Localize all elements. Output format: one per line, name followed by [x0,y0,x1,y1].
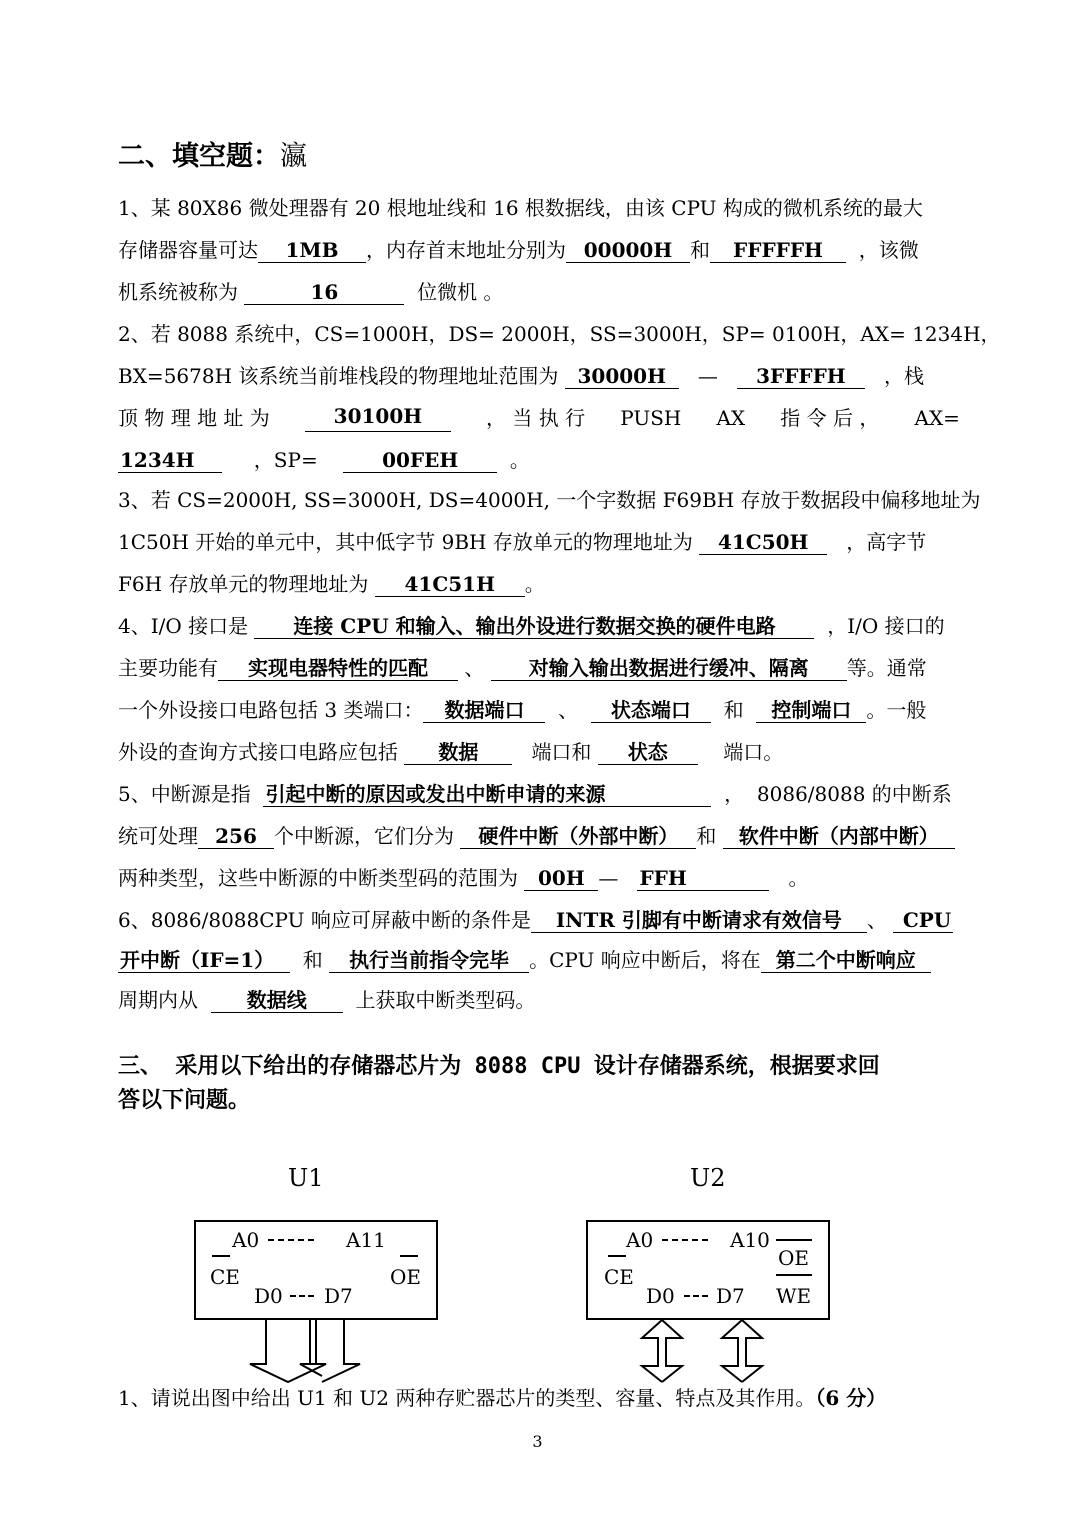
u1-oe-overbar [400,1255,418,1257]
q3-line2 [118,528,960,556]
text: AX [716,406,746,430]
text: 。 [509,448,530,472]
answer-query-port-1: 数据 [404,740,512,765]
text: 。CPU 响应中断后，将在 [529,948,761,972]
u2-address-range-dash [662,1239,708,1241]
section-3-line1: 三、 采用以下给出的存储器芯片为 8088 CPU 设计存储器系统，根据要求回 [118,1054,880,1079]
answer-software-interrupt: 软件中断（内部中断） [723,824,955,849]
text: ，高字节 [846,530,927,554]
q3-line3 [118,570,960,598]
text: 两种类型，这些中断源的中断类型码的范围为 [118,866,518,890]
q6-line2 [118,946,960,974]
q4-line4 [118,738,960,766]
section-3-title [118,1050,968,1118]
text: ，SP= [253,448,318,472]
text: 和 [302,948,323,972]
answer-hardware-interrupt: 硬件中断（外部中断） [460,824,696,849]
u1-title: U1 [288,1164,324,1192]
u1-pin-ce: CE [210,1265,240,1289]
answer-first-address: 00000H [566,238,690,263]
answer-response-cycle: 第二个中断响应 [761,948,931,973]
answer-high-byte-address: 41C51H [375,572,525,597]
text: 。 [788,866,809,890]
text: 机系统被称为 [118,280,238,304]
text: ， [724,782,745,806]
text: 一个外设接口电路包括 3 类端口： [118,698,424,722]
text: — [697,364,718,388]
q1-line1: 1、某 80X86 微处理器有 20 根地址线和 16 根数据线，由该 CPU 构成的微机系统的最大 [118,196,923,220]
text: AX= [914,406,960,430]
text: 外设的查询方式接口电路应包括 [118,740,398,764]
text: ，内存首末地址分别为 [366,238,566,262]
answer-type-code-high: FFH [637,866,769,891]
text: 端口。 [723,740,784,764]
text: — [598,866,619,890]
text: 。 [524,572,545,596]
answer-port-2: 状态端口 [591,698,711,723]
u2-pin-a10: A10 [730,1228,770,1252]
text: PUSH [620,406,682,430]
answer-capacity: 1MB [258,238,366,263]
q5-line1 [118,780,960,808]
q2-line3 [118,404,960,432]
q4-line3 [118,696,960,724]
text: 等。通常 [846,656,927,680]
text: 周期内从 [118,988,198,1012]
u1-data-range-dash [290,1295,314,1297]
text: BX=5678H 该系统当前堆栈段的物理地址范围为 [118,364,559,388]
text: 上获取中断类型码。 [355,988,536,1012]
answer-low-byte-address: 41C50H [699,530,827,555]
u2-title: U2 [690,1164,726,1192]
text: 个中断源，它们分为 [274,824,454,848]
answer-sp: 00FEH [343,448,497,473]
u2-pin-we: WE [776,1284,812,1308]
answer-bits: 16 [244,280,404,305]
text: 存储器容量可达 [118,238,258,262]
section-title-extra: 瀛 [280,141,307,172]
text: 和 [690,238,710,262]
text: 主要功能有 [118,656,218,680]
q6-line3 [118,986,960,1014]
q4-line1 [118,612,960,640]
text: 统可处理 [118,824,198,848]
answer-function-2: 对输入输出数据进行缓冲、隔离 [491,656,847,681]
q1-line3 [118,278,960,306]
answer-stack-top: 30100H [305,404,451,432]
text: 。一般 [866,698,927,722]
answer-last-address: FFFFFH [710,238,846,263]
u2-pin-oe: OE [778,1246,809,1270]
text: 、 [558,698,579,722]
u1-ce-overbar [212,1255,230,1257]
u2-pin-a0: A0 [626,1228,654,1252]
answer-function-1: 实现电器特性的匹配 [218,656,458,681]
q2-line1: 2、若 8088 系统中，CS=1000H，DS= 2000H，SS=3000H，SP= 0100H，AX= 1234H， [118,322,1001,346]
text: 指 令 后 ， [780,406,880,430]
u2-arrow-right-inner [722,1320,742,1382]
text: F6H 存放单元的物理地址为 [118,572,369,596]
u1-pin-d7: D7 [324,1284,353,1308]
question-3-1 [118,1384,886,1412]
u1-pin-d0: D0 [254,1284,283,1308]
text: 端口和 [531,740,592,764]
page-number: 3 [532,1432,543,1451]
u2-we-overbar [776,1274,812,1276]
answer-port-3: 控制端口 [756,698,866,723]
answer-ax: 1234H [118,448,222,473]
u2-pin-d7: D7 [716,1284,745,1308]
text: 、 [866,908,887,932]
answer-port-1: 数据端口 [423,698,545,723]
answer-io-interface-definition: 连接 CPU 和输入、输出外设进行数据交换的硬件电路 [254,614,814,639]
u1-pin-a0: A0 [232,1228,260,1252]
q4-line2 [118,654,960,682]
answer-condition-2a: CPU [893,908,953,933]
text: 和 [696,824,717,848]
text: 1C50H 开始的单元中，其中低字节 9BH 存放单元的物理地址为 [118,530,693,554]
u2-data-bus-arrow [0,0,1,1]
u1-pin-oe: OE [390,1265,421,1289]
q5-line3 [118,864,960,892]
answer-condition-1: INTR 引脚有中断请求有效信号 [531,908,867,933]
u2-data-range-dash [684,1295,708,1297]
u2-arrow-left [642,1320,662,1382]
answer-interrupt-count: 256 [198,824,274,849]
text: 和 [723,698,744,722]
text: 8086/8088 的中断系 [756,782,952,806]
text: 4、I/O 接口是 [118,614,249,638]
q6-line1 [118,906,960,934]
u1-address-range-dash [268,1239,314,1241]
u2-pin-ce: CE [604,1265,634,1289]
section-2-title [118,134,307,173]
section-title-text: 二、填空题： [118,141,280,172]
u2-arrow-right [742,1320,762,1382]
u2-arrow-left-inner [662,1320,682,1382]
u1-chip [194,1220,438,1320]
section-3-line2: 答以下问题。 [118,1088,251,1113]
answer-stack-end: 3FFFFH [737,364,865,389]
q3-line1: 3、若 CS=2000H, SS=3000H, DS=4000H, 一个字数据 F69BH 存放于数据段中偏移地址为 [118,488,981,512]
answer-query-port-2: 状态 [598,740,698,765]
q1-line2 [118,236,960,264]
answer-condition-2b: 开中断（IF=1） [118,948,290,973]
q5-line2 [118,822,960,850]
text: ，栈 [883,364,924,388]
answer-condition-3: 执行当前指令完毕 [329,948,529,973]
u2-oe-overbar [776,1239,812,1241]
u2-ce-overbar [608,1255,626,1257]
answer-type-code-low: 00H [524,866,598,891]
text: 位微机 。 [417,280,504,304]
u1-pin-a11: A11 [346,1228,386,1252]
text: 6、8086/8088CPU 响应可屏蔽中断的条件是 [118,908,531,932]
answer-interrupt-source: 引起中断的原因或发出中断申请的来源 [263,782,711,807]
u1-arrow-right-half [322,1320,360,1382]
text: 顶 物 理 地 址 为 [118,406,270,430]
question-3-1-text: 1、请说出图中给出 U1 和 U2 两种存贮器芯片的类型、容量、特点及其作用。 [118,1386,816,1410]
text: ，该微 [858,238,919,262]
u2-pin-d0: D0 [646,1284,675,1308]
q2-line2 [118,362,960,390]
answer-stack-start: 30000H [565,364,679,389]
text: ，I/O 接口的 [827,614,945,638]
question-3-1-score: （6 分） [815,1386,887,1410]
text: 5、中断源是指 [118,782,251,806]
text: 、 [464,656,485,680]
answer-bus: 数据线 [211,988,343,1013]
q2-line4 [118,446,960,474]
text: ， 当 执 行 [486,406,586,430]
u2-chip [586,1220,830,1320]
